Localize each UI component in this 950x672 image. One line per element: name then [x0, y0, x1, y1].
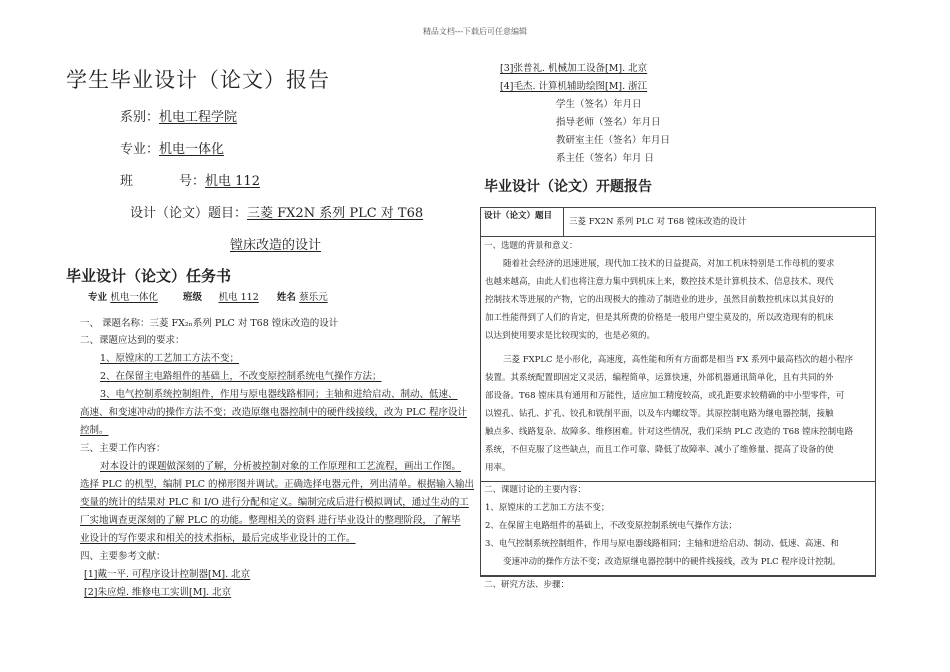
task-item: 3、电气控制系统控制组件，作用与原电器线路相同；主轴和进给启动、制动、低速、: [100, 389, 458, 400]
section-line: 变速冲动的操作方法不变；改造原继电器控制中的硬件线接线，改为 PLC 程序设计控制。: [503, 557, 841, 567]
section-line: 3、电气控制系统控制组件，作用与原电器线路相同；主轴和进给启动、制动、低速、高速、和: [485, 539, 839, 549]
topic-label: 设计（论文）题目：: [130, 206, 248, 221]
task-item: 选择 PLC 的机型，编制 PLC 的梯形图并调试。正确选择电器元件，列出清单。根据输入输出: [80, 479, 475, 490]
page-watermark: 精品文档---下载后可任意编辑: [422, 27, 528, 36]
info-major-value: 机电一体化: [110, 292, 158, 303]
proposal-heading: 毕业设计（论文）开题报告: [484, 179, 652, 195]
table-topic-value: 三菱 FX2N 系列 PLC 对 T68 镗床改造的设计: [569, 217, 747, 227]
task-item: 变量的统计的结果对 PLC 和 I/O 进行分配和定义。编制完成后进行模拟调试，通过生动的工: [80, 497, 469, 508]
section-title: 二、研究方法、步骤：: [484, 580, 570, 590]
class-field: [120, 170, 260, 189]
student-info-line: [88, 289, 359, 303]
reference-item: [4]毛杰. 计算机辅助绘图[M]. 浙江: [500, 81, 648, 92]
task-item: 高速、和变速冲动的操作方法不变；改造原继电器控制中的硬件线接线，改为 PLC 程序设计: [80, 407, 468, 418]
section-line: 1、原镗床的工艺加工方法不变；: [485, 503, 610, 513]
section-line: 用率。: [485, 463, 511, 473]
task-item: 业设计的写作要求和相关的技术指标，最后完成毕业设计的工作。: [80, 533, 356, 544]
task-item: 四、主要参考文献：: [80, 551, 166, 562]
info-name-value: 蔡乐元: [299, 292, 328, 303]
class-label-b: 号：: [179, 174, 206, 189]
reference-item: [1]戴一平. 可程序设计控制器[M]. 北京: [84, 569, 251, 580]
proposal-table: [480, 207, 876, 577]
topic-value-1: 三菱 FX2N 系列 PLC 对 T68: [247, 206, 424, 221]
task-item: 三、主要工作内容：: [80, 443, 166, 454]
task-item: 2、在保留主电路组件的基础上，不改变原控制系统电气操作方法；: [100, 371, 382, 382]
info-class-value: 机电 112: [218, 292, 259, 303]
major-value: 机电一体化: [159, 142, 225, 157]
topic-row: [481, 208, 875, 237]
section-line: 三菱 FXPLC 是小形化，高速度，高性能和所有方面都是相当 FX 系列中最高档次的超小程序: [503, 355, 854, 365]
info-name-label: 姓名: [276, 292, 296, 303]
section-line: 随着社会经济的迅速进展，现代加工技术的日益提高，对加工机床特别是工作母机的要求: [503, 259, 835, 269]
section-divider: [481, 575, 875, 576]
section-line: 触点多、线路复杂、故障多、维修困难。针对这些情况，我们采纳 PLC 改造的 T68 镗床控制电路: [485, 427, 854, 437]
section-line: 以达到使用要求是比较现实的，也是必须的。: [485, 331, 656, 341]
info-class-label: 班级: [182, 292, 202, 303]
section-line: 加工性能得到了人们的肯定，但是其所费的价格是一般用户望尘莫及的，所以改造现有的机床: [485, 313, 834, 323]
task-item: 控制。: [80, 425, 109, 436]
task-item: 对本设计的课题做深刻的了解，分析被控制对象的工作原理和工艺流程，画出工作图。: [100, 461, 462, 472]
dept-field: [120, 106, 237, 125]
section-line: 2、在保留主电路组件的基础上，不改变原控制系统电气操作方法；: [485, 521, 737, 531]
topic-value-2: 镗床改造的设计: [230, 238, 322, 253]
signature-line: 教研室主任（签名）年月日: [556, 135, 671, 146]
task-item: 二、课题应达到的要求：: [80, 335, 185, 346]
task-item: 1、原镗床的工艺加工方法不变；: [100, 353, 240, 364]
section-line: 控制技术等进展的产物，它的出现极大的推动了制造业的进步，虽然目前数控机床以其良好的: [485, 295, 834, 305]
task-heading: 毕业设计（论文）任务书: [66, 267, 232, 285]
section-line: 也越来越高，由此人们也将注意力集中到机床上来，数控技术是计算机技术、信息技术、现代: [485, 277, 834, 287]
info-major-label: 专业: [88, 292, 108, 303]
signature-line: 指导老师（签名）年月日: [556, 117, 661, 128]
section-title: 一、选题的背景和意义：: [484, 241, 578, 251]
report-title: 学生毕业设计（论文）报告: [66, 68, 330, 92]
section-title: 二、课题讨论的主要内容：: [484, 485, 587, 495]
reference-item: [2]朱应煌. 维修电工实训[M]. 北京: [84, 587, 232, 598]
major-field: [120, 138, 224, 157]
dept-value: 机电工程学院: [159, 110, 238, 125]
task-item: 一、 课题名称：三菱 FX₂ₙ系列 PLC 对 T68 镗床改造的设计: [80, 318, 339, 329]
major-label: 专业：: [120, 142, 160, 157]
section-line: 部设备。T68 镗床具有通用和万能性，适应加工精度较高，或孔距要求较精确的中小型零件，可: [485, 391, 845, 401]
section-line: 系统，不但克服了这些缺点，而且工作可靠、降低了故障率、减小了维修量、提高了设备的使: [485, 445, 834, 455]
reference-item: [3]张普礼. 机械加工设备[M]. 北京: [500, 63, 648, 74]
signature-line: 系主任（签名）年月 日: [556, 153, 655, 164]
section-line: 装置。其系统配置即固定又灵活，编程简单，运算快速，外部机器通讯简单化，且有共同的外: [485, 373, 834, 383]
dept-label: 系别：: [120, 110, 160, 125]
section-line: 以镗孔、钻孔、扩孔、铰孔和铣削平面，以及车内螺纹等。其原控制电路为继电器控制，接触: [485, 409, 834, 419]
task-item: 厂实地调查更深刻的了解 PLC 的功能。整理相关的资料 进行毕业设计的整理阶段，了解毕: [80, 515, 461, 526]
class-label-a: 班: [120, 174, 134, 189]
class-value: 机电 112: [205, 174, 260, 189]
signature-line: 学生（签名）年月日: [556, 99, 642, 110]
table-topic-label: 设计（论文）题目: [481, 208, 564, 236]
topic-field: [130, 202, 423, 221]
